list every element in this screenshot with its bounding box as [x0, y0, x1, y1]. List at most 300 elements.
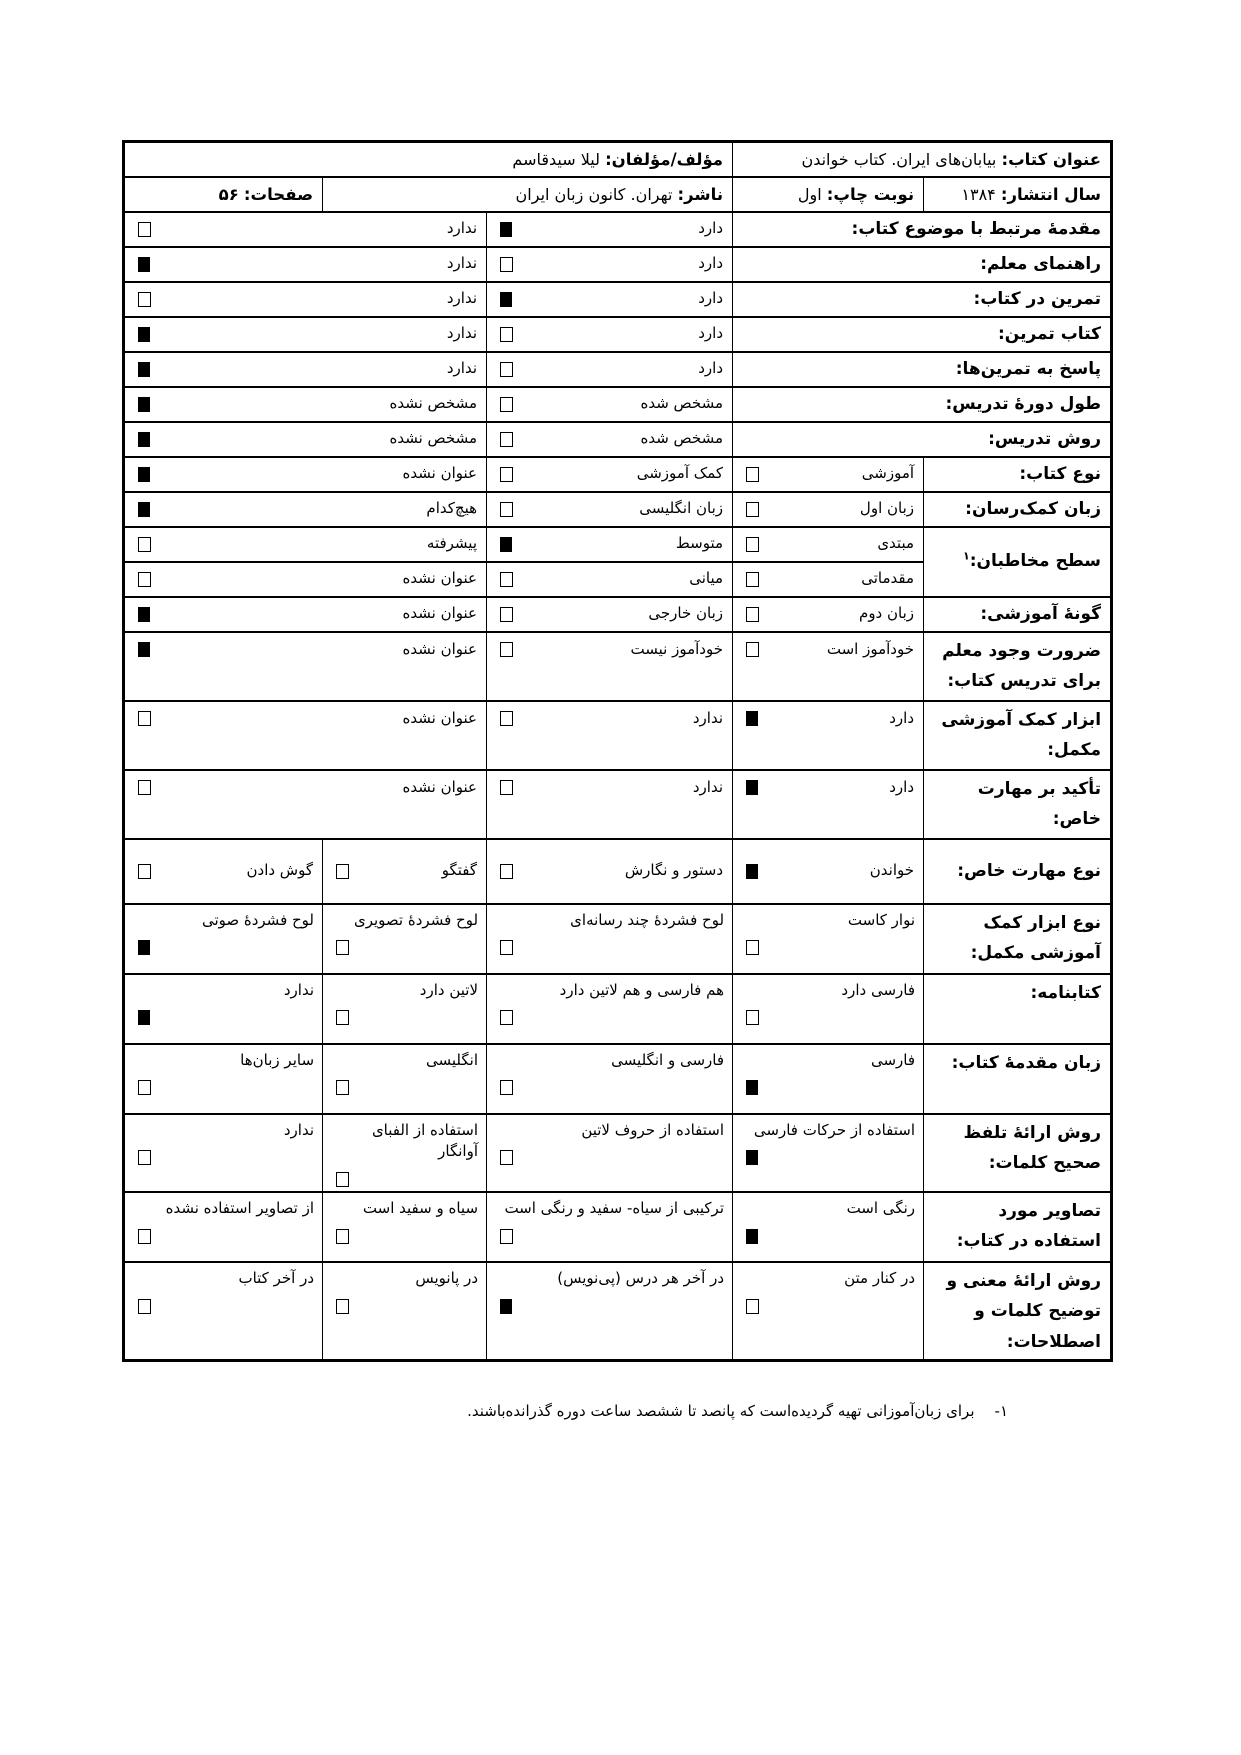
option-cell: [487, 527, 733, 562]
checkbox-unchecked[interactable]: [746, 502, 759, 517]
option-label: انگلیسی: [426, 1050, 479, 1069]
option-cell: [487, 701, 733, 770]
checkbox-unchecked[interactable]: [500, 1229, 513, 1244]
option-cell: [124, 457, 487, 492]
header-row-publication: [124, 177, 1112, 212]
row-special-skill-emphasis: [124, 770, 1112, 839]
checkbox-unchecked[interactable]: [500, 1150, 513, 1165]
option-label: استفاده از الفبای آوانگار: [371, 1120, 479, 1161]
checkbox-unchecked[interactable]: [746, 1010, 759, 1025]
edition-cell: [733, 177, 924, 212]
option-label: متوسط: [675, 534, 724, 553]
row-label-supplementary-tool-type: [924, 904, 1112, 974]
option-label: زبان اول: [859, 499, 915, 518]
row-supplementary-tools: [124, 701, 1112, 770]
book-title-value: بیابان‌های ایران. کتاب خواندن: [801, 149, 997, 169]
row-label-images-used: [924, 1192, 1112, 1262]
option-label: کمک آموزشی: [636, 464, 724, 483]
checkbox-unchecked[interactable]: [746, 642, 759, 657]
checkbox-line: [500, 940, 724, 959]
row-label-text: تمرین در کتاب:: [973, 288, 1102, 309]
option-cell: [124, 597, 487, 632]
row-label-text: سطح مخاطبان:: [969, 551, 1102, 572]
option-label: از تصاویر استفاده نشده: [165, 1199, 315, 1217]
row-label-special-skill-emphasis: [924, 770, 1112, 839]
option-cell: [733, 457, 924, 492]
checkbox-unchecked[interactable]: [500, 780, 513, 795]
option-label: مشخص نشده: [389, 394, 478, 413]
row-answers-to-exercises: [124, 352, 1112, 387]
row-label-text: نوع مهارت خاص:: [957, 860, 1102, 881]
option-cell: [323, 974, 487, 1044]
checkbox-line: [746, 1150, 915, 1169]
option-cell: [487, 247, 733, 282]
option-cell: [124, 974, 323, 1044]
option-cell: [733, 701, 924, 770]
author-cell: [124, 142, 733, 177]
row-label-text: ضرورت وجود معلم برای تدریس کتاب:: [942, 640, 1102, 691]
option-cell: [487, 387, 733, 422]
checkbox-unchecked[interactable]: [746, 940, 759, 955]
book-title-cell: [733, 142, 1112, 177]
option-cell: [487, 457, 733, 492]
checkbox-checked[interactable]: [138, 432, 150, 447]
row-label-text: روش ارائهٔ معنی و توضیح کلمات و اصطلاحات:: [946, 1271, 1102, 1352]
row-special-skill-type: [124, 839, 1112, 904]
option-label: خودآموز نیست: [630, 639, 724, 658]
checkbox-unchecked[interactable]: [500, 467, 513, 482]
checkbox-line: [138, 1150, 314, 1169]
row-label-intro-related: [733, 212, 1112, 247]
row-audience-level: [124, 527, 1112, 562]
option-cell: [323, 904, 487, 974]
option-label: ندارد: [692, 777, 724, 796]
checkbox-unchecked[interactable]: [138, 1299, 151, 1314]
option-cell: [124, 247, 487, 282]
option-label: دارد: [889, 708, 915, 727]
checkbox-unchecked[interactable]: [500, 502, 513, 517]
pages-value: ۵۶: [218, 184, 239, 204]
checkbox-line: [500, 1150, 724, 1169]
option-label: هیچ‌کدام: [426, 499, 478, 518]
option-cell: [124, 212, 487, 247]
option-cell: [733, 1192, 924, 1262]
checkbox-checked[interactable]: [138, 940, 150, 955]
checkbox-unchecked[interactable]: [138, 1229, 151, 1244]
row-label-supplementary-tools: [924, 701, 1112, 770]
option-label: دارد: [698, 254, 724, 273]
option-label: ندارد: [446, 254, 478, 273]
checkbox-line: [746, 1010, 915, 1029]
row-bibliography: [124, 974, 1112, 1044]
checkbox-line: [500, 1080, 724, 1099]
option-label: دارد: [698, 219, 724, 238]
row-label-teaching-duration: [733, 387, 1112, 422]
option-label: مقدماتی: [861, 569, 915, 588]
checkbox-unchecked[interactable]: [500, 362, 513, 377]
option-label: دارد: [698, 289, 724, 308]
option-cell: [733, 1262, 924, 1360]
checkbox-checked[interactable]: [746, 1150, 758, 1165]
checkbox-unchecked[interactable]: [500, 257, 513, 272]
option-cell: [323, 1114, 487, 1193]
checkbox-checked[interactable]: [138, 467, 150, 482]
option-label: دارد: [889, 777, 915, 796]
checkbox-unchecked[interactable]: [500, 864, 513, 879]
option-label: لوح فشردهٔ تصویری: [353, 910, 479, 929]
option-label: فارسی و انگلیسی: [611, 1050, 725, 1069]
option-cell: [733, 1114, 924, 1193]
option-cell: [487, 352, 733, 387]
option-label: ندارد: [283, 980, 315, 999]
year-value: ۱۳۸۴: [961, 184, 996, 204]
checkbox-line: [746, 940, 915, 959]
checkbox-unchecked[interactable]: [336, 1010, 349, 1025]
checkbox-checked[interactable]: [500, 222, 512, 237]
option-cell: [487, 597, 733, 632]
checkbox-checked[interactable]: [138, 1010, 150, 1025]
checkbox-unchecked[interactable]: [746, 467, 759, 482]
checkbox-unchecked[interactable]: [500, 397, 513, 412]
option-label: ندارد: [446, 324, 478, 343]
option-label: سایر زبان‌ها: [240, 1050, 315, 1069]
row-helper-language: [124, 492, 1112, 527]
footnote-marker: ۱-: [994, 1402, 1008, 1420]
row-label-text: نوع ابزار کمک آموزشی مکمل:: [970, 912, 1102, 963]
option-label: در کنار متن: [844, 1269, 916, 1287]
book-title-label: عنوان کتاب:: [1001, 149, 1102, 169]
option-label: ندارد: [446, 359, 478, 378]
option-label: عنوان نشده: [402, 464, 478, 483]
option-cell: [124, 492, 487, 527]
checkbox-unchecked[interactable]: [500, 607, 513, 622]
row-book-type: [124, 457, 1112, 492]
option-label: دستور و نگارش: [624, 861, 724, 880]
header-row-title: [124, 142, 1112, 177]
checkbox-line: [138, 1299, 314, 1318]
row-label-audience-level: [924, 527, 1112, 597]
checkbox-line: [746, 1299, 915, 1318]
row-label-text: ابزار کمک آموزشی مکمل:: [941, 709, 1102, 760]
checkbox-line: [746, 1229, 915, 1248]
year-label: سال انتشار:: [1000, 184, 1102, 204]
checkbox-checked[interactable]: [746, 1229, 758, 1244]
checkbox-unchecked[interactable]: [336, 1172, 349, 1187]
option-label: پیشرفته: [426, 534, 478, 553]
row-images-used: [124, 1192, 1112, 1262]
option-cell: [124, 352, 487, 387]
checkbox-unchecked[interactable]: [500, 711, 513, 726]
option-label: عنوان نشده: [402, 639, 478, 658]
option-cell: [487, 422, 733, 457]
option-label: زبان خارجی: [648, 604, 724, 623]
row-meaning-presentation: [124, 1262, 1112, 1360]
pages-label: صفحات:: [243, 184, 314, 204]
checkbox-line: [336, 940, 478, 959]
option-label: عنوان نشده: [402, 777, 478, 796]
checkbox-checked[interactable]: [746, 711, 758, 726]
checkbox-line: [138, 1229, 314, 1248]
row-label-text: نوع کتاب:: [1019, 463, 1102, 484]
option-label: ترکیبی از سیاه- سفید و رنگی است: [504, 1199, 725, 1217]
option-cell: [124, 562, 487, 597]
option-label: گفتگو: [441, 861, 478, 880]
row-supplementary-tool-type: [124, 904, 1112, 974]
edition-label: نوبت چاپ:: [826, 184, 915, 204]
row-label-exercise-book: [733, 317, 1112, 352]
checkbox-unchecked[interactable]: [746, 1299, 759, 1314]
checkbox-checked[interactable]: [500, 537, 512, 552]
checkbox-unchecked[interactable]: [336, 1299, 349, 1314]
checkbox-unchecked[interactable]: [500, 642, 513, 657]
row-teacher-necessity: [124, 632, 1112, 701]
checkbox-unchecked[interactable]: [500, 572, 513, 587]
option-cell: [323, 1262, 487, 1360]
option-cell: [124, 387, 487, 422]
checkbox-checked[interactable]: [500, 292, 512, 307]
checkbox-checked[interactable]: [138, 642, 150, 657]
row-intro-language: [124, 1044, 1112, 1114]
checkbox-checked[interactable]: [138, 362, 150, 377]
row-label-teaching-method: [733, 422, 1112, 457]
option-cell: [124, 770, 487, 839]
checkbox-line: [336, 1010, 478, 1029]
checkbox-unchecked[interactable]: [500, 1080, 513, 1095]
option-label: مبتدی: [877, 534, 915, 553]
option-label: نوار کاست: [847, 910, 916, 929]
option-cell: [124, 632, 487, 701]
option-cell: [733, 904, 924, 974]
option-label: در آخر کتاب: [238, 1269, 315, 1287]
option-label: رنگی است: [846, 1199, 916, 1217]
option-cell: [487, 839, 733, 904]
option-cell: [124, 904, 323, 974]
option-cell: [733, 632, 924, 701]
row-exercises-in-book: [124, 282, 1112, 317]
row-label-text: راهنمای معلم:: [980, 253, 1102, 274]
option-label: مشخص شده: [640, 394, 724, 413]
option-cell: [487, 974, 733, 1044]
row-label-text: روش ارائهٔ تلفظ صحیح کلمات:: [963, 1122, 1102, 1173]
option-label: ندارد: [446, 289, 478, 308]
option-cell: [487, 317, 733, 352]
option-cell: [487, 904, 733, 974]
option-cell: [124, 422, 487, 457]
book-evaluation-table: [122, 140, 1113, 1362]
option-label: دارد: [698, 324, 724, 343]
row-label-answers-to-exercises: [733, 352, 1112, 387]
option-label: هم فارسی و هم لاتین دارد: [559, 980, 725, 999]
row-label-text: تأکید بر مهارت خاص:: [977, 778, 1102, 829]
edition-value: اول: [797, 184, 822, 204]
row-label-text: زبان کمک‌رسان:: [965, 498, 1102, 519]
option-cell: [124, 1044, 323, 1114]
option-cell: [323, 839, 487, 904]
footnote-text: برای زبان‌آموزانی تهیه گردیده‌است که پانصد تا ششصد ساعت دوره گذرانده‌باشند.: [467, 1402, 975, 1420]
option-label: لوح فشردهٔ چند رسانه‌ای: [570, 910, 725, 929]
publisher-label: ناشر:: [677, 184, 724, 204]
checkbox-line: [500, 1299, 724, 1318]
option-label: خواندن: [869, 861, 915, 880]
option-label: دارد: [698, 359, 724, 378]
author-value: لیلا سیدقاسم: [512, 149, 600, 169]
checkbox-unchecked[interactable]: [138, 1080, 151, 1095]
option-label: لاتین دارد: [419, 980, 479, 999]
row-label-meaning-presentation: [924, 1262, 1112, 1360]
option-cell: [124, 1262, 323, 1360]
checkbox-checked[interactable]: [138, 397, 150, 412]
option-label: ندارد: [446, 219, 478, 238]
row-label-pronunciation-method: [924, 1114, 1112, 1193]
row-label-text: روش تدریس:: [988, 428, 1102, 449]
option-cell: [733, 527, 924, 562]
row-label-text: زبان مقدمهٔ کتاب:: [951, 1052, 1102, 1073]
option-cell: [124, 282, 487, 317]
checkbox-line: [500, 1229, 724, 1248]
checkbox-checked[interactable]: [138, 502, 150, 517]
checkbox-unchecked[interactable]: [138, 292, 151, 307]
checkbox-unchecked[interactable]: [138, 572, 151, 587]
row-label-teacher-guide: [733, 247, 1112, 282]
option-cell: [733, 770, 924, 839]
checkbox-unchecked[interactable]: [138, 1150, 151, 1165]
row-label-helper-language: [924, 492, 1112, 527]
option-cell: [124, 527, 487, 562]
option-cell: [124, 1114, 323, 1193]
row-label-teacher-necessity: [924, 632, 1112, 701]
option-cell: [487, 632, 733, 701]
pages-cell: [124, 177, 323, 212]
checkbox-line: [138, 1080, 314, 1099]
option-cell: [487, 770, 733, 839]
row-teaching-method: [124, 422, 1112, 457]
option-label: استفاده از حروف لاتین: [581, 1120, 725, 1139]
option-cell: [487, 282, 733, 317]
row-pronunciation-method: [124, 1114, 1112, 1193]
option-label: ندارد: [692, 708, 724, 727]
checkbox-line: [138, 940, 314, 959]
checkbox-unchecked[interactable]: [746, 537, 759, 552]
option-cell: [487, 1044, 733, 1114]
row-label-text: کتاب تمرین:: [997, 323, 1102, 344]
checkbox-unchecked[interactable]: [138, 222, 151, 237]
option-cell: [733, 562, 924, 597]
checkbox-checked[interactable]: [138, 327, 150, 342]
year-cell: [924, 177, 1112, 212]
checkbox-unchecked[interactable]: [500, 327, 513, 342]
checkbox-unchecked[interactable]: [336, 1080, 349, 1095]
option-cell: [733, 974, 924, 1044]
footnote-reference: ۱: [963, 549, 970, 563]
checkbox-line: [336, 1080, 478, 1099]
checkbox-unchecked[interactable]: [138, 864, 151, 879]
option-cell: [124, 1192, 323, 1262]
checkbox-unchecked[interactable]: [500, 1010, 513, 1025]
row-label-text: طول دورهٔ تدریس:: [945, 393, 1102, 414]
checkbox-unchecked[interactable]: [336, 864, 349, 879]
option-label: ندارد: [283, 1120, 315, 1139]
row-label-text: گونهٔ آموزشی:: [980, 603, 1102, 624]
checkbox-unchecked[interactable]: [138, 711, 151, 726]
checkbox-checked[interactable]: [138, 257, 150, 272]
option-cell: [124, 839, 323, 904]
checkbox-checked[interactable]: [746, 780, 758, 795]
row-exercise-book: [124, 317, 1112, 352]
checkbox-line: [500, 1010, 724, 1029]
option-cell: [733, 492, 924, 527]
checkbox-unchecked[interactable]: [500, 940, 513, 955]
checkbox-line: [138, 1010, 314, 1029]
checkbox-checked[interactable]: [746, 864, 758, 879]
option-label: زبان انگلیسی: [639, 499, 724, 518]
checkbox-unchecked[interactable]: [336, 940, 349, 955]
row-label-exercises-in-book: [733, 282, 1112, 317]
option-cell: [487, 1192, 733, 1262]
row-label-text: کتابنامه:: [1030, 982, 1102, 1003]
row-label-education-type: [924, 597, 1112, 632]
option-label: عنوان نشده: [402, 604, 478, 623]
option-label: زبان دوم: [859, 604, 915, 623]
option-cell: [487, 562, 733, 597]
checkbox-unchecked[interactable]: [746, 607, 759, 622]
checkbox-unchecked[interactable]: [138, 780, 151, 795]
row-label-text: مقدمهٔ مرتبط با موضوع کتاب:: [851, 218, 1102, 239]
option-label: عنوان نشده: [402, 569, 478, 588]
checkbox-unchecked[interactable]: [500, 432, 513, 447]
option-cell: [487, 492, 733, 527]
row-label-text: تصاویر مورد استفاده در کتاب:: [956, 1201, 1102, 1252]
option-label: سیاه و سفید است: [362, 1199, 479, 1217]
publisher-value: تهران. کانون زبان ایران: [515, 184, 673, 204]
row-teaching-duration: [124, 387, 1112, 422]
row-label-bibliography: [924, 974, 1112, 1044]
option-cell: [733, 597, 924, 632]
row-intro-related: [124, 212, 1112, 247]
footnote: [467, 1402, 1008, 1420]
option-cell: [487, 1262, 733, 1360]
option-label: فارسی دارد: [841, 980, 916, 999]
option-label: در آخر هر درس (پی‌نویس): [557, 1269, 725, 1287]
checkbox-line: [746, 1080, 915, 1099]
row-education-type: [124, 597, 1112, 632]
row-teacher-guide: [124, 247, 1112, 282]
option-cell: [124, 317, 487, 352]
option-label: عنوان نشده: [402, 708, 478, 727]
option-cell: [487, 212, 733, 247]
checkbox-checked[interactable]: [500, 1299, 512, 1314]
row-label-special-skill-type: [924, 839, 1112, 904]
option-label: آموزشی: [861, 464, 915, 483]
checkbox-checked[interactable]: [138, 607, 150, 622]
checkbox-line: [336, 1229, 478, 1248]
option-label: خودآموز است: [826, 639, 915, 658]
checkbox-line: [336, 1172, 478, 1191]
checkbox-unchecked[interactable]: [138, 537, 151, 552]
option-label: در پانویس: [415, 1269, 479, 1287]
checkbox-line: [336, 1299, 478, 1318]
option-cell: [323, 1044, 487, 1114]
option-cell: [733, 839, 924, 904]
option-label: لوح فشردهٔ صوتی: [201, 910, 315, 929]
checkbox-unchecked[interactable]: [336, 1229, 349, 1244]
option-cell: [487, 1114, 733, 1193]
checkbox-unchecked[interactable]: [746, 572, 759, 587]
option-label: میانی: [689, 569, 724, 588]
option-cell: [733, 1044, 924, 1114]
checkbox-checked[interactable]: [746, 1080, 758, 1095]
publisher-cell: [323, 177, 733, 212]
row-label-text: پاسخ به تمرین‌ها:: [955, 358, 1102, 379]
